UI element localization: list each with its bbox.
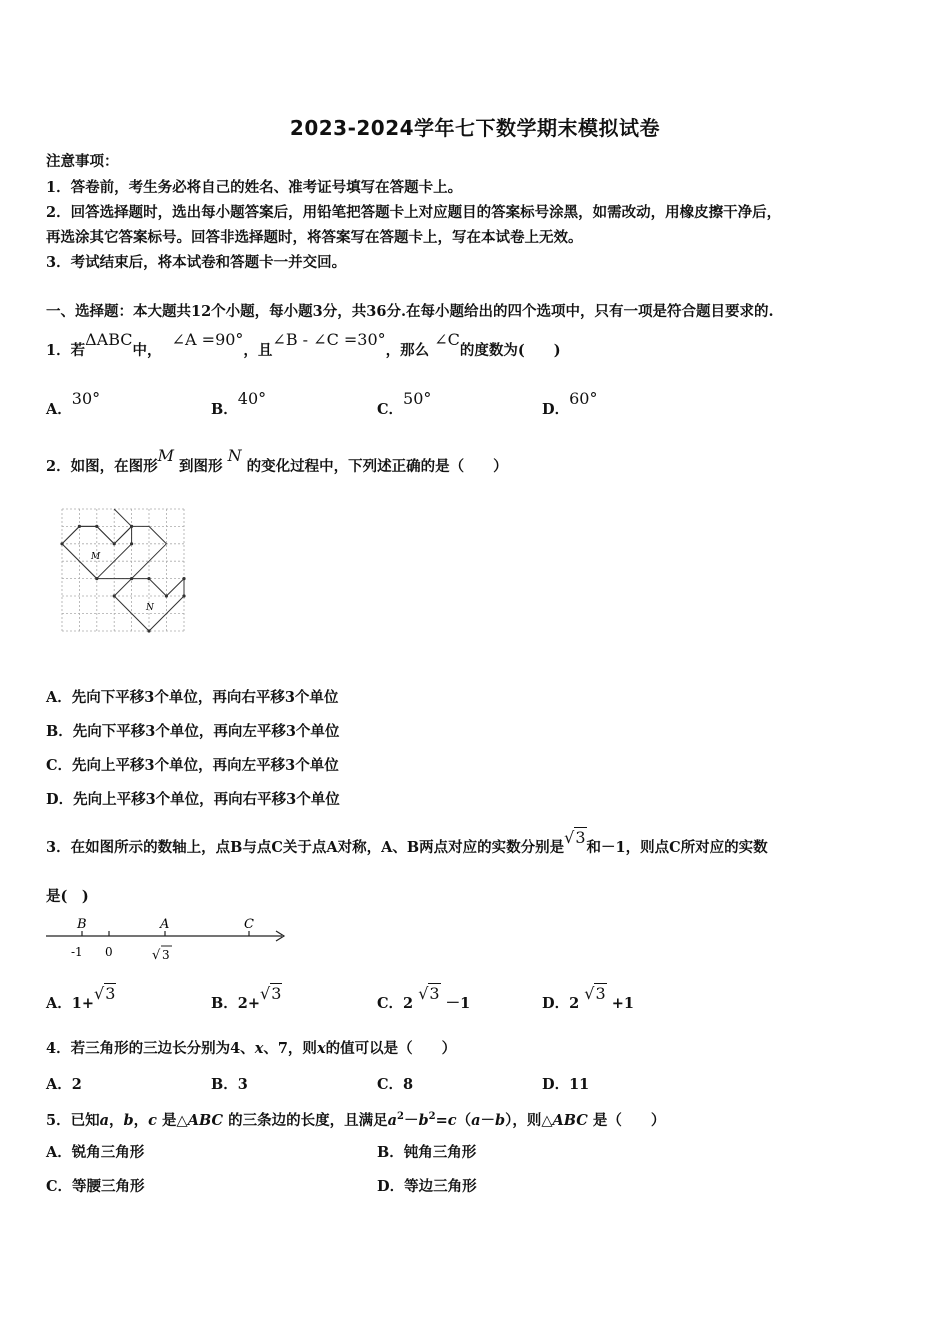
q1-text-4: ，那么 xyxy=(385,342,430,359)
option-value: 11 xyxy=(569,1076,590,1093)
page-title: 2023-2024学年七下数学期末模拟试卷 xyxy=(289,116,661,140)
option-post: +1 xyxy=(611,995,634,1012)
q2-text-2: 到图形 xyxy=(179,458,223,475)
option-value: 8 xyxy=(403,1076,414,1093)
notice-item-1: 1．答卷前，考生务必将自己的姓名、准考证号填写在答题卡上。 xyxy=(46,179,463,196)
q3-option-c[interactable] xyxy=(377,984,471,1013)
notice-item-3: 3．考试结束后，将本试卷和答题卡一并交回。 xyxy=(46,254,347,271)
notice-heading: 注意事项： xyxy=(46,153,119,170)
q5-eq-rparen: ），则△ xyxy=(505,1111,553,1129)
q4-option-d[interactable] xyxy=(542,1073,589,1094)
q3-math-sqrt3: √3 xyxy=(564,828,586,847)
option-label: C． xyxy=(377,401,404,418)
q5-eq-sup-1: 2 xyxy=(397,1111,404,1122)
option-sqrt: √3 xyxy=(260,984,282,1003)
option-pre: 2 xyxy=(569,995,580,1012)
q5-option-a[interactable]: A．锐角三角形 xyxy=(46,1144,145,1161)
q1-math-angle-diff: ∠B - ∠C =30° xyxy=(272,330,386,349)
option-label: B． xyxy=(211,995,238,1012)
q1-option-b[interactable] xyxy=(211,389,267,419)
q5-eq-a2: a xyxy=(471,1111,481,1129)
q5-text-2: 是△ xyxy=(162,1111,188,1129)
option-post: －1 xyxy=(445,995,471,1012)
q5-eq-c: c xyxy=(447,1111,457,1129)
q3-text-1: 3．在如图所示的数轴上，点B与点C关于点A对称，A、B两点对应的实数分别是 xyxy=(46,839,565,856)
q5-text-4: 是（ ） xyxy=(592,1111,666,1129)
question-4 xyxy=(46,1039,456,1059)
q5-eq-b2: b xyxy=(494,1111,506,1129)
option-label: B． xyxy=(211,401,238,418)
q1-option-c[interactable] xyxy=(377,389,432,419)
option-value: 30° xyxy=(71,389,101,408)
q2-text-3: 的变化过程中，下列述正确的是（ ） xyxy=(246,458,508,475)
section-heading: 一、选择题：本大题共12个小题，每小题3分，共36分.在每小题给出的四个选项中，只有一项是符合题目要求的. xyxy=(46,303,774,320)
q5-sep-2: ， xyxy=(133,1111,149,1129)
notice-item-2-cont: 再选涂其它答案标号。回答非选择题时，将答案写在答题卡上，写在本试卷上无效。 xyxy=(46,229,583,246)
tick-label-sqrt-symbol: √ xyxy=(152,948,161,963)
q1-option-d[interactable] xyxy=(542,389,598,419)
q5-triangle-name: ABC xyxy=(187,1111,224,1129)
q5-sep-1: ， xyxy=(109,1111,124,1129)
q5-eq-equals: = xyxy=(435,1111,448,1129)
q1-math-angle-c: ∠C xyxy=(434,330,460,349)
sqrt-radicand: 3 xyxy=(575,828,586,847)
question-3 xyxy=(46,828,768,858)
q1-text-2: 中， xyxy=(132,342,162,359)
option-label: D． xyxy=(542,995,570,1012)
q1-option-a[interactable] xyxy=(46,389,101,419)
q4-var-x2: x xyxy=(316,1040,326,1057)
q4-text-2: 、7，则 xyxy=(263,1040,317,1057)
q1-text-5: 的度数为( ) xyxy=(459,342,561,359)
q2-text-1: 2．如图，在图形 xyxy=(46,458,158,475)
q5-option-c[interactable]: C．等腰三角形 xyxy=(46,1178,145,1195)
tick-label-sqrt3: 3 xyxy=(162,948,170,962)
option-value: 2 xyxy=(71,1076,82,1093)
tick-label-neg1: -1 xyxy=(71,945,83,959)
q5-eq-minus: － xyxy=(403,1111,419,1129)
q4-option-a[interactable] xyxy=(46,1073,82,1094)
point-c-label: C xyxy=(244,917,254,932)
q3-text-2: 和－1，则点C所对应的实数 xyxy=(586,839,768,856)
q4-text-3: 的值可以是（ ） xyxy=(325,1040,457,1057)
q5-eq-lparen: （ xyxy=(456,1111,472,1129)
q5-var-c: c xyxy=(148,1111,157,1129)
q3-option-a[interactable] xyxy=(46,984,116,1013)
option-label: A． xyxy=(46,401,72,418)
option-pre: 2+ xyxy=(237,995,261,1012)
q1-math-triangle: ΔABC xyxy=(85,330,133,349)
option-sqrt: √3 xyxy=(584,984,606,1003)
option-radicand: 3 xyxy=(105,984,116,1003)
q5-var-a: a xyxy=(99,1111,109,1129)
shape-n-label: N xyxy=(146,603,154,613)
q4-option-c[interactable] xyxy=(377,1073,413,1094)
option-pre: 1+ xyxy=(71,995,95,1012)
option-label: C． xyxy=(377,995,404,1012)
question-1 xyxy=(46,330,561,361)
q5-text-1: 5．已知 xyxy=(46,1111,100,1129)
option-value: 50° xyxy=(403,389,432,408)
question-5 xyxy=(46,1107,665,1131)
option-sqrt: √3 xyxy=(94,984,116,1003)
q3-option-d[interactable] xyxy=(542,984,634,1013)
option-sqrt: √3 xyxy=(418,984,440,1003)
q5-eq-a: a xyxy=(387,1111,397,1129)
option-label: B． xyxy=(211,1076,238,1093)
q2-option-c[interactable]: C．先向上平移3个单位，再向左平移3个单位 xyxy=(46,757,339,774)
q5-triangle-name-2: ABC xyxy=(552,1111,588,1129)
q5-text-3: 的三条边的长度，且满足 xyxy=(228,1111,388,1129)
q3-number-line xyxy=(44,912,292,964)
q5-eq-sup-2: 2 xyxy=(428,1111,436,1122)
option-label: D． xyxy=(542,1076,570,1093)
q2-math-n: N xyxy=(227,446,242,465)
option-radicand: 3 xyxy=(429,984,440,1003)
option-label: A． xyxy=(46,1076,72,1093)
q1-math-angle-a: ∠A =90° xyxy=(171,330,244,349)
tick-label-0: 0 xyxy=(105,945,113,959)
option-value: 60° xyxy=(569,389,598,408)
option-label: A． xyxy=(46,995,72,1012)
q4-var-x: x xyxy=(254,1040,264,1057)
q5-eq-minus-2: － xyxy=(480,1111,495,1129)
q3-option-b[interactable] xyxy=(211,984,282,1013)
q1-text-1: 1．若 xyxy=(46,342,86,359)
question-2 xyxy=(46,446,508,477)
notice-item-2: 2．回答选择题时，选出每小题答案后，用铅笔把答题卡上对应题目的答案标号涂黑，如需改动，用橡皮擦干净后， xyxy=(46,204,782,221)
point-b-label: B xyxy=(77,917,87,932)
question-3-cont: 是( ) xyxy=(46,888,89,905)
q5-option-b[interactable]: B．钝角三角形 xyxy=(377,1144,477,1161)
q4-text-1: 4．若三角形的三边长分别为4、 xyxy=(46,1040,255,1057)
q1-text-3: ，且 xyxy=(243,342,273,359)
q4-option-b[interactable] xyxy=(211,1073,248,1094)
option-radicand: 3 xyxy=(595,984,606,1003)
option-radicand: 3 xyxy=(271,984,282,1003)
q2-option-b[interactable]: B．先向下平移3个单位，再向左平移3个单位 xyxy=(46,723,340,740)
option-label: C． xyxy=(377,1076,404,1093)
option-pre: 2 xyxy=(403,995,414,1012)
q5-eq-b: b xyxy=(418,1111,429,1129)
q2-option-d[interactable]: D．先向上平移3个单位，再向右平移3个单位 xyxy=(46,791,340,808)
point-a-label: A xyxy=(160,917,170,932)
q5-option-d[interactable]: D．等边三角形 xyxy=(377,1178,477,1195)
q2-grid-figure xyxy=(60,507,188,633)
q2-option-a[interactable]: A．先向下平移3个单位，再向右平移3个单位 xyxy=(46,689,339,706)
q5-var-b: b xyxy=(123,1111,134,1129)
option-value: 40° xyxy=(237,389,267,408)
option-label: D． xyxy=(542,401,570,418)
q2-math-m: M xyxy=(157,446,174,465)
option-value: 3 xyxy=(237,1076,248,1093)
shape-m-label: M xyxy=(91,552,101,562)
